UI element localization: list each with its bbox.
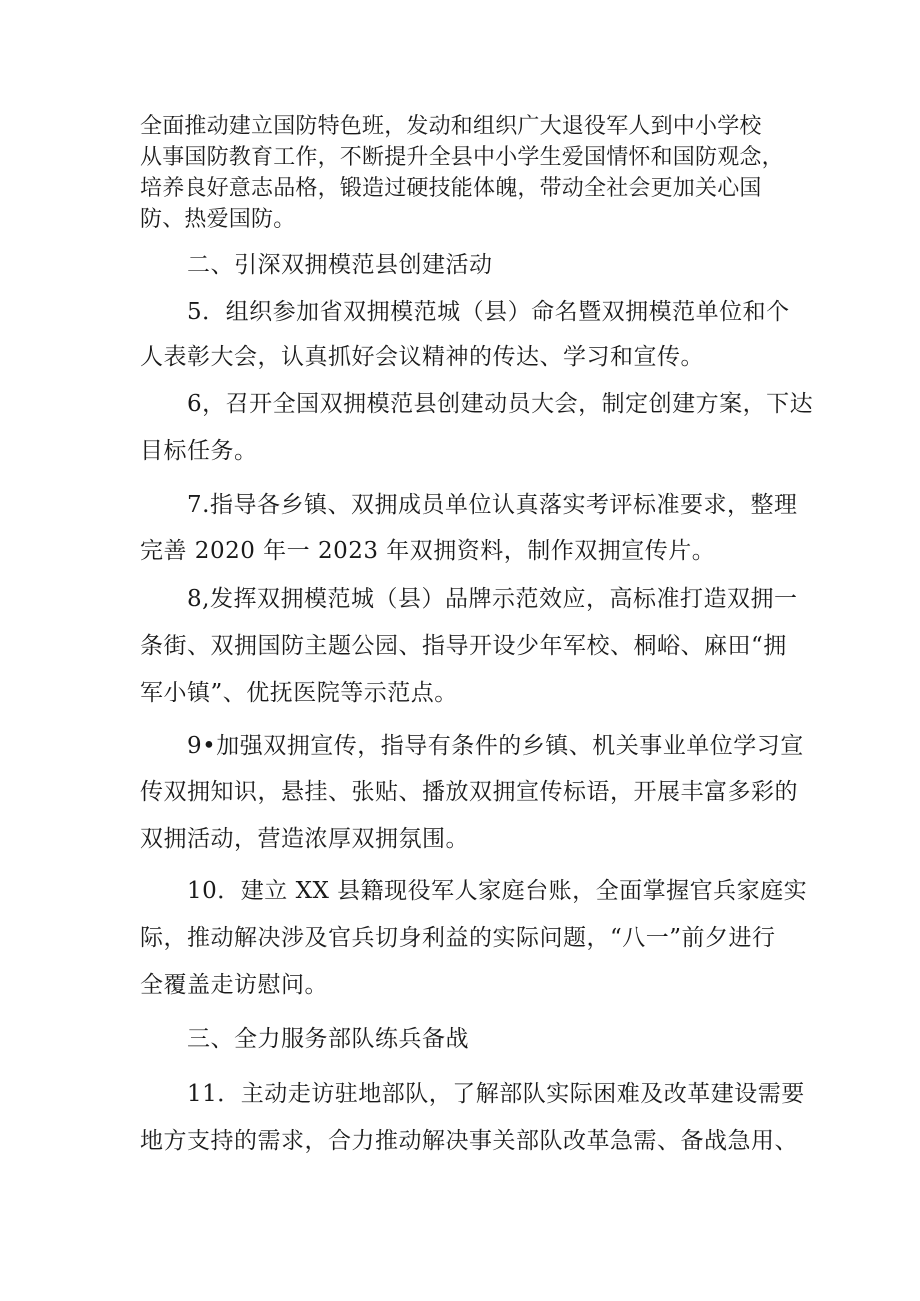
paragraph-line: 6，召开全国双拥模范县创建动员大会，制定创建方案，下达: [187, 391, 814, 417]
paragraph-line: 人表彰大会，认真抓好会议精神的传达、学习和宣传。: [140, 344, 704, 370]
paragraph-line: 5．组织参加省双拥模范城（县）命名暨双拥模范单位和个: [187, 299, 790, 325]
paragraph-line: 际，推动解决涉及官兵切身利益的实际问题，“八一”前夕进行: [140, 925, 776, 951]
paragraph-line: 传双拥知识，悬挂、张贴、播放双拥宣传标语，开展丰富多彩的: [140, 779, 798, 805]
paragraph-line: 从事国防教育工作，不断提升全县中小学生爱国情怀和国防观念，: [140, 145, 784, 170]
paragraph-line: 11．主动走访驻地部队，了解部队实际困难及改革建设需要: [187, 1081, 805, 1107]
paragraph-line: 7.指导各乡镇、双拥成员单位认真落实考评标准要求，整理: [187, 492, 798, 518]
paragraph-line: 防、热爱国防。: [140, 207, 296, 232]
paragraph-line: 全面推动建立国防特色班，发动和组织广大退役军人到中小学校: [140, 114, 762, 139]
paragraph-line: 目标任务。: [140, 438, 258, 464]
paragraph-line: 条街、双拥国防主题公园、指导开设少年军校、桐峪、麻田“拥: [140, 633, 787, 659]
paragraph-line: 完善 2020 年一 2023 年双拥资料，制作双拥宣传片。: [140, 538, 716, 564]
paragraph-line: 8,发挥双拥模范城（县）品牌示范效应，高标准打造双拥一: [187, 586, 798, 612]
paragraph-line: 全覆盖走访慰问。: [140, 972, 328, 998]
paragraph-line: 10．建立 XX 县籍现役军人家庭台账，全面掌握官兵家庭实: [187, 878, 808, 904]
section-heading-3: 三、全力服务部队练兵备战: [187, 1026, 469, 1052]
paragraph-line: 双拥活动，营造浓厚双拥氛围。: [140, 826, 469, 852]
paragraph-line: 地方支持的需求，合力推动解决事关部队改革急需、备战急用、: [140, 1128, 798, 1154]
paragraph-line: 军小镇”、优抚医院等示范点。: [140, 680, 458, 706]
paragraph-line: 9•加强双拥宣传，指导有条件的乡镇、机关事业单位学习宣: [187, 733, 804, 759]
section-heading-2: 二、引深双拥模范县创建活动: [187, 252, 493, 278]
paragraph-line: 培养良好意志品格，锻造过硬技能体魄，带动全社会更加关心国: [140, 176, 762, 201]
